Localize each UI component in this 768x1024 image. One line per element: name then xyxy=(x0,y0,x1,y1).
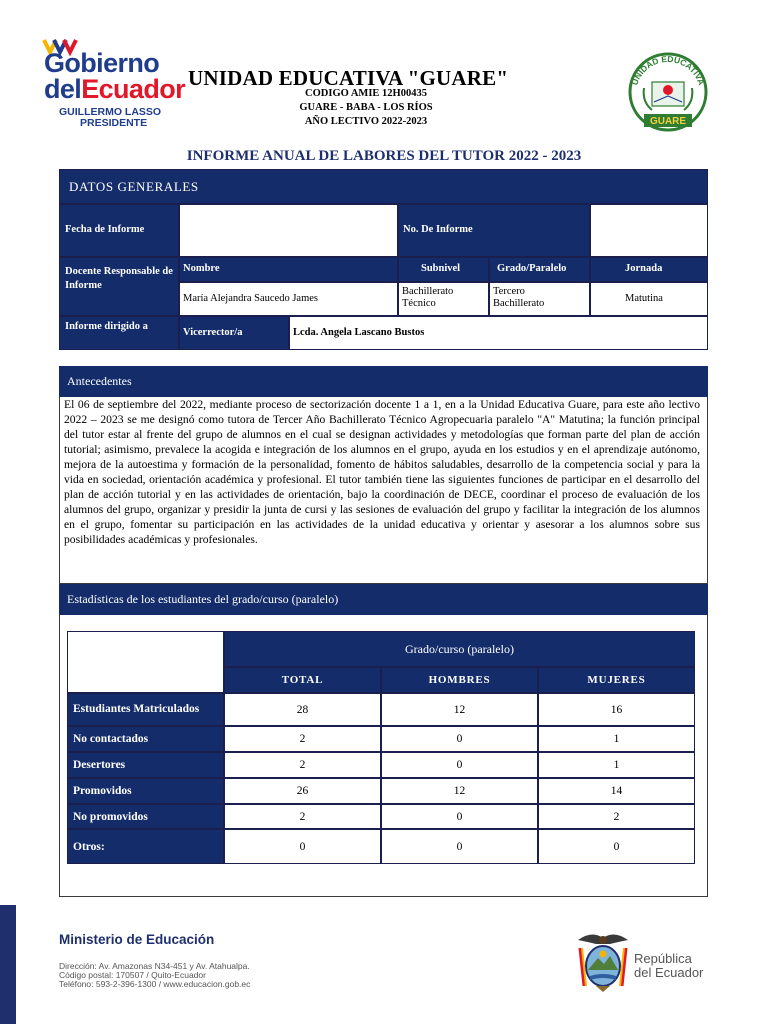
stats-cell-men: 0 xyxy=(381,804,538,829)
teacher-name-value: María Alejandra Saucedo James xyxy=(179,282,398,316)
report-date-label: Fecha de Informe xyxy=(59,204,179,257)
report-number-field[interactable] xyxy=(590,204,708,257)
stats-col-women: MUJERES xyxy=(538,667,695,693)
background-heading: Antecedentes xyxy=(59,366,708,397)
ecuador-coat-of-arms-icon xyxy=(574,930,632,994)
column-grade-header: Grado/Paralelo xyxy=(489,257,590,282)
guare-crest-icon xyxy=(622,52,714,132)
school-location: GUARE - BABA - LOS RÍOS xyxy=(299,102,433,113)
school-name: UNIDAD EDUCATIVA "GUARE" xyxy=(188,66,509,90)
stats-empty-corner xyxy=(67,631,224,693)
stats-cell-men: 12 xyxy=(381,778,538,804)
shift-value: Matutina xyxy=(590,282,708,316)
report-date-field[interactable] xyxy=(179,204,398,257)
footer-side-bar xyxy=(0,905,16,1024)
stats-row-label: Otros: xyxy=(67,829,224,864)
ministry-phone-web: Teléfono: 593-2-396-1300 / www.educacion.gob.ec xyxy=(59,979,251,989)
stats-cell-men: 12 xyxy=(381,693,538,726)
sublevel-value: Bachillerato Técnico xyxy=(398,282,489,316)
gobierno-logo-line1: Gobierno xyxy=(44,48,160,78)
stats-cell-total: 28 xyxy=(224,693,381,726)
addressed-to-label: Informe dirigido a xyxy=(59,316,179,350)
svg-text:UNIDAD EDUCATIVA: UNIDAD EDUCATIVA xyxy=(629,53,707,87)
column-shift-header: Jornada xyxy=(590,257,708,282)
vice-rector-name: Lcda. Angela Lascano Bustos xyxy=(289,316,708,350)
teacher-label: Docente Responsable de Informe xyxy=(59,257,179,316)
stats-heading: Estadísticas de los estudiantes del grado/curso (paralelo) xyxy=(59,584,708,615)
stats-cell-total: 2 xyxy=(224,726,381,752)
stats-row-label: Estudiantes Matriculados xyxy=(67,693,224,726)
stats-group-header: Grado/curso (paralelo) xyxy=(224,631,695,667)
report-title: INFORME ANUAL DE LABORES DEL TUTOR 2022 - 2023 xyxy=(186,148,582,164)
republic-line1: República xyxy=(634,951,692,966)
ministry-name: Ministerio de Educación xyxy=(59,932,215,947)
gobierno-logo-line2: delEcuador xyxy=(44,74,186,104)
stats-cell-total: 2 xyxy=(224,804,381,829)
stats-cell-total: 26 xyxy=(224,778,381,804)
vice-rector-label: Vicerrector/a xyxy=(179,316,289,350)
stats-col-total: TOTAL xyxy=(224,667,381,693)
column-sublevel-header: Subnivel xyxy=(398,257,489,282)
svg-text:GUARE: GUARE xyxy=(649,116,687,127)
ministry-address: Dirección: Av. Amazonas N34-451 y Av. Atahualpa. xyxy=(59,961,250,971)
general-data-heading: DATOS GENERALES xyxy=(59,169,708,204)
background-text: El 06 de septiembre del 2022, mediante proceso de sectorización docente 1 a 1, en a la Unidad Educativa Guare, para este año lectivo 2022 – 2023 se me designó como tutora de Tercer Año Bachillerato Técnico Agropecuaria paralelo "A" Matutina; la función principal del tutor estar al frente del grupo de alumnos en el cual se designan actividades y metodologías que forman parte del plan de acción tutorial; asimismo, prevalece la acogida e integración de los alumnos en el grupo, ayuda en los estudios y en el aprendizaje autónomo, mejora de la autoestima y formación de la personalidad, fomento de hábitos saludables, desarrollo de la competencia social y para la vida en sociedad, orientación académica y profesional. El tutor también tiene las siguientes funciones de participar en el desarrollo del plan de acción tutorial y en las actividades de orientación, bajo la coordinación de DECE, coordinar el proceso de evaluación de los alumnos del grupo, organizar y presidir la junta de cursi y las sesiones de evaluación del grupo y facilitar la integración de los alumnos en el grupo, fomentar su participación en las actividades de la unidad educativa y orientar y asesorar a los alumnos sobre sus posibilidades académicas y profesionales. xyxy=(64,398,700,546)
column-name-header: Nombre xyxy=(179,257,398,282)
stats-cell-women: 14 xyxy=(538,778,695,804)
stats-row-label: No contactados xyxy=(67,726,224,752)
amie-code: CODIGO AMIE 12H00435 xyxy=(305,88,427,99)
stats-cell-total: 2 xyxy=(224,752,381,778)
stats-cell-women: 16 xyxy=(538,693,695,726)
stats-cell-women: 2 xyxy=(538,804,695,829)
stats-col-men: HOMBRES xyxy=(381,667,538,693)
gobierno-ecuador-logo xyxy=(38,38,188,130)
stats-cell-women: 0 xyxy=(538,829,695,864)
stats-row-label: No promovidos xyxy=(67,804,224,829)
ministry-postal-code: Código postal: 170507 / Quito-Ecuador xyxy=(59,970,206,980)
stats-cell-men: 0 xyxy=(381,829,538,864)
report-number-label: No. De Informe xyxy=(398,204,590,257)
stats-cell-men: 0 xyxy=(381,752,538,778)
stats-row-label: Promovidos xyxy=(67,778,224,804)
stats-row-label: Desertores xyxy=(67,752,224,778)
gobierno-logo-president-name: GUILLERMO LASSO xyxy=(59,106,162,118)
school-year: AÑO LECTIVO 2022-2023 xyxy=(304,116,428,127)
stats-cell-total: 0 xyxy=(224,829,381,864)
stats-cell-women: 1 xyxy=(538,752,695,778)
stats-cell-men: 0 xyxy=(381,726,538,752)
guare-school-logo xyxy=(622,52,714,132)
gobierno-logo-president-title: PRESIDENTE xyxy=(80,117,148,129)
grade-value: Tercero Bachillerato xyxy=(489,282,590,316)
republic-line2: del Ecuador xyxy=(634,965,704,980)
stats-cell-women: 1 xyxy=(538,726,695,752)
